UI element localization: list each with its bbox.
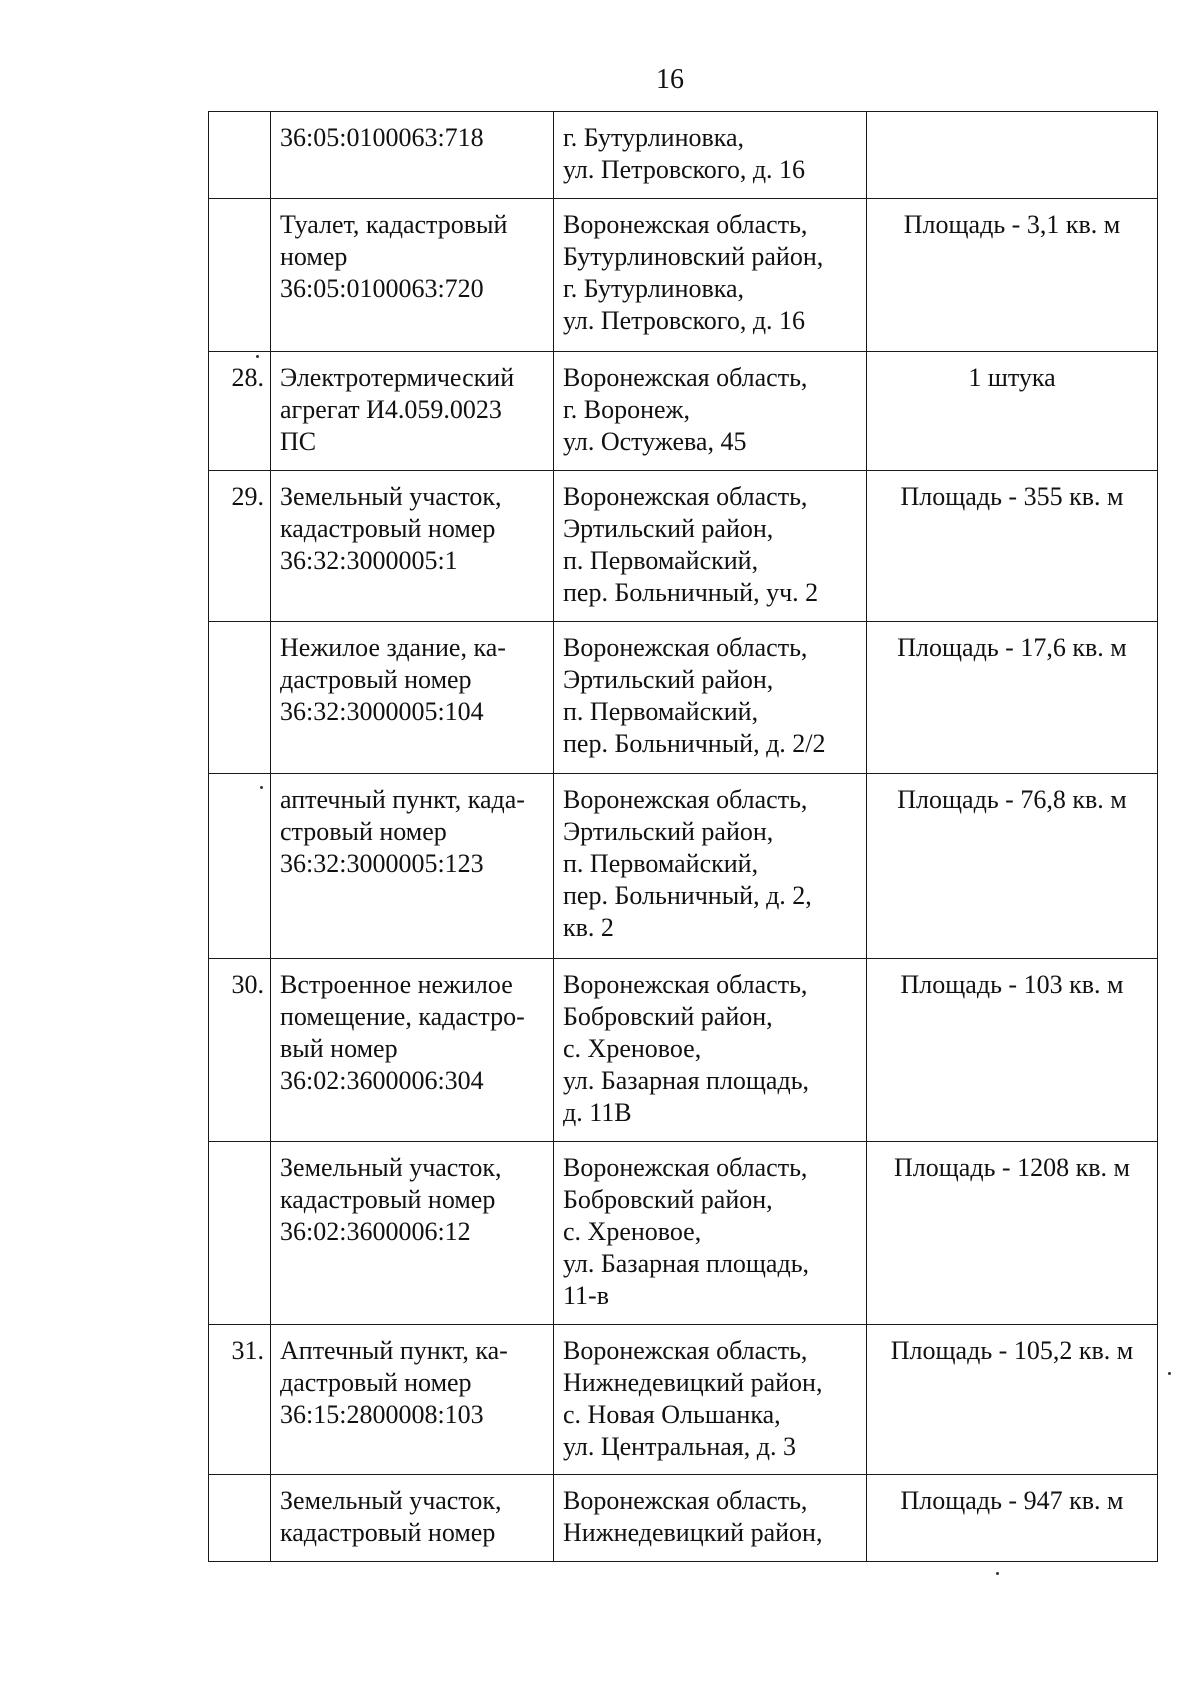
object-area: Площадь - 947 кв. м xyxy=(867,1475,1158,1562)
row-number: 29. xyxy=(209,471,271,622)
object-address: Воронежская область, Эртильский район, п. Первомайский, пер. Больничный, д. 2, кв. 2 xyxy=(554,774,867,959)
table-row xyxy=(209,622,1158,774)
row-number: 30. xyxy=(209,959,271,1142)
object-address: Воронежская область, Бутурлиновский район, г. Бутурлиновка, ул. Петровского, д. 16 xyxy=(554,199,867,352)
object-address: Воронежская область, Нижнедевицкий район, с. Новая Ольшанка, ул. Центральная, д. 3 xyxy=(554,1325,867,1475)
object-area xyxy=(867,112,1158,199)
object-name: Туалет, кадастровый номер 36:05:0100063:720 xyxy=(271,199,554,352)
object-name: Электротермический агрегат И4.059.0023 ПС xyxy=(271,352,554,471)
row-number xyxy=(209,1142,271,1325)
object-address: Воронежская область, г. Воронеж, ул. Остужева, 45 xyxy=(554,352,867,471)
row-number xyxy=(209,199,271,352)
object-area: Площадь - 355 кв. м xyxy=(867,471,1158,622)
object-name: 36:05:0100063:718 xyxy=(271,112,554,199)
scan-speck xyxy=(256,355,259,358)
row-number xyxy=(209,1475,271,1562)
row-number: 28. xyxy=(209,352,271,471)
object-address: Воронежская область, Нижнедевицкий район, xyxy=(554,1475,867,1562)
object-area: Площадь - 17,6 кв. м xyxy=(867,622,1158,774)
scan-speck xyxy=(1168,1372,1171,1375)
table-row xyxy=(209,1142,1158,1325)
object-address: Воронежская область, Бобровский район, с. Хреновое, ул. Базарная площадь, д. 11В xyxy=(554,959,867,1142)
object-address: Воронежская область, Эртильский район, п. Первомайский, пер. Больничный, уч. 2 xyxy=(554,471,867,622)
row-number xyxy=(209,774,271,959)
table-row xyxy=(209,774,1158,959)
row-number xyxy=(209,112,271,199)
row-number xyxy=(209,622,271,774)
page-number: 16 xyxy=(656,64,684,95)
table-row xyxy=(209,1475,1158,1562)
object-area: Площадь - 103 кв. м xyxy=(867,959,1158,1142)
object-address: г. Бутурлиновка, ул. Петровского, д. 16 xyxy=(554,112,867,199)
object-area: Площадь - 105,2 кв. м xyxy=(867,1325,1158,1475)
table-row xyxy=(209,471,1158,622)
scan-speck xyxy=(996,1572,999,1575)
object-name: аптечный пункт, када- стровый номер 36:32:3000005:123 xyxy=(271,774,554,959)
object-area: Площадь - 76,8 кв. м xyxy=(867,774,1158,959)
table-row xyxy=(209,1325,1158,1475)
row-number: 31. xyxy=(209,1325,271,1475)
object-name: Земельный участок, кадастровый номер 36:02:3600006:12 xyxy=(271,1142,554,1325)
object-address: Воронежская область, Эртильский район, п. Первомайский, пер. Больничный, д. 2/2 xyxy=(554,622,867,774)
object-name: Встроенное нежилое помещение, кадастро- вый номер 36:02:3600006:304 xyxy=(271,959,554,1142)
object-area: 1 штука xyxy=(867,352,1158,471)
property-table xyxy=(208,111,1158,1562)
object-area: Площадь - 3,1 кв. м xyxy=(867,199,1158,352)
object-address: Воронежская область, Бобровский район, с. Хреновое, ул. Базарная площадь, 11-в xyxy=(554,1142,867,1325)
object-area: Площадь - 1208 кв. м xyxy=(867,1142,1158,1325)
table-row xyxy=(209,112,1158,199)
scan-speck xyxy=(260,786,263,789)
table-row xyxy=(209,959,1158,1142)
object-name: Нежилое здание, ка- дастровый номер 36:32:3000005:104 xyxy=(271,622,554,774)
object-name: Земельный участок, кадастровый номер 36:32:3000005:1 xyxy=(271,471,554,622)
object-name: Аптечный пункт, ка- дастровый номер 36:15:2800008:103 xyxy=(271,1325,554,1475)
table-row xyxy=(209,352,1158,471)
table-row xyxy=(209,199,1158,352)
object-name: Земельный участок, кадастровый номер xyxy=(271,1475,554,1562)
